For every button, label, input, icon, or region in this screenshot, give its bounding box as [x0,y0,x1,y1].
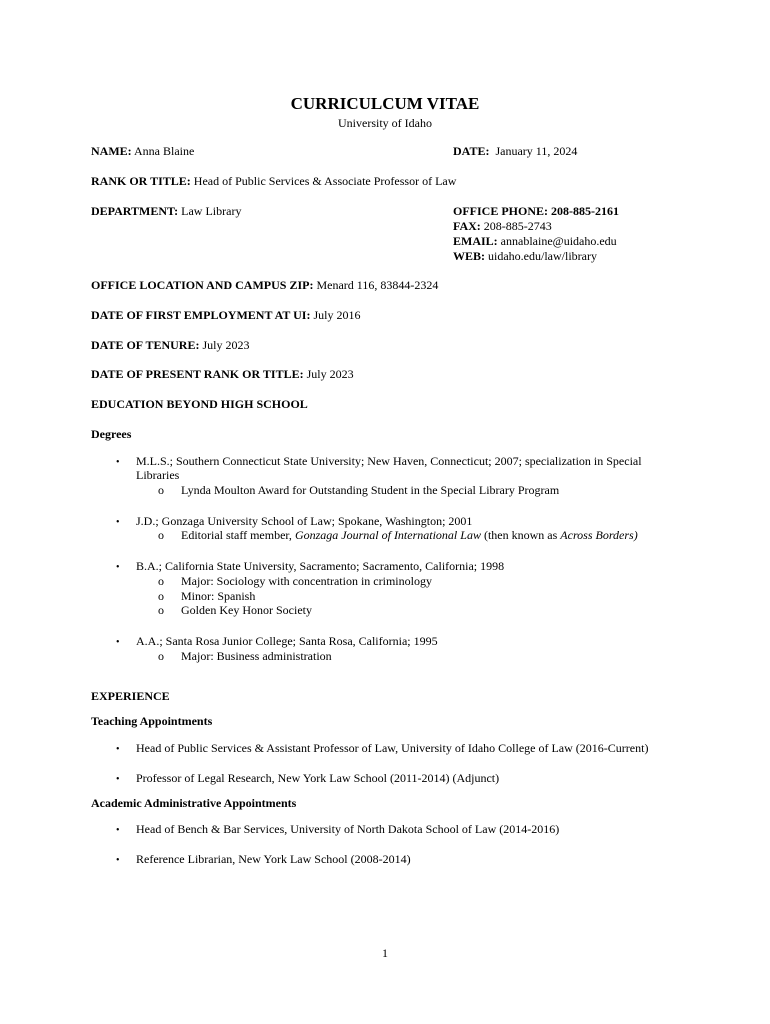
present-rank-line [91,367,354,382]
bullet-icon: • [116,517,120,528]
tenure-label: DATE OF TENURE: [91,338,200,352]
admin-heading: Academic Administrative Appointments [91,796,297,810]
sub-bullet-icon: o [158,589,164,603]
tenure-value: July 2023 [199,338,250,352]
web-line [453,249,597,264]
bullet-icon: • [116,744,120,755]
department-label: DEPARTMENT: [91,204,179,218]
bullet-icon: • [116,457,120,468]
degree-jd: J.D.; Gonzaga University School of Law; Spokane, Washington; 2001 [136,514,473,528]
date-line [453,144,577,159]
first-employment-value: July 2016 [310,308,361,322]
degree-mls-award: Lynda Moulton Award for Outstanding Student in the Special Library Program [181,483,560,497]
degree-ba-minor: Minor: Spanish [181,589,256,603]
present-rank-value: July 2023 [303,367,354,381]
email-value: annablaine@uidaho.edu [497,234,617,248]
office-location-value: Menard 116, 83844-2324 [313,278,439,292]
office-location-label: OFFICE LOCATION AND CAMPUS ZIP: [91,278,314,292]
teaching-heading: Teaching Appointments [91,714,213,728]
sub-bullet-icon: o [158,483,164,497]
admin-item: Head of Bench & Bar Services, University of North Dakota School of Law (2014-2016) [136,822,560,836]
rank-value: Head of Public Services & Associate Professor of Law [190,174,457,188]
admin-item: Reference Librarian, New York Law School (2008-2014) [136,852,411,866]
degree-jd-editorial [181,528,638,543]
phone-line [453,204,619,219]
bullet-icon: • [116,637,120,648]
bullet-icon: • [116,855,120,866]
sub-bullet-icon: o [158,574,164,588]
degrees-heading: Degrees [91,427,132,441]
email-line [453,234,617,249]
editorial-prefix: Editorial staff member, [181,528,295,542]
department-value: Law Library [178,204,242,218]
bullet-icon: • [116,774,120,785]
page-number: 1 [382,946,388,960]
document-title: CURRICULCUM VITAE [290,94,480,113]
rank-line [91,174,456,189]
tenure-line [91,338,249,353]
date-label: DATE: [453,144,490,158]
degree-mls-continued: Libraries [136,468,180,482]
editorial-middle: (then known as [480,528,561,542]
degree-aa: A.A.; Santa Rosa Junior College; Santa Rosa, California; 1995 [136,634,438,648]
journal-name: Gonzaga Journal of International Law [294,528,481,542]
sub-bullet-icon: o [158,603,164,617]
phone-value: 208-885-2161 [548,204,619,218]
fax-line [453,219,552,234]
email-label: EMAIL: [453,234,498,248]
name-line [91,144,194,159]
web-label: WEB: [453,249,486,263]
fax-value: 208-885-2743 [480,219,552,233]
phone-label: OFFICE PHONE: [453,204,548,218]
degree-ba-major: Major: Sociology with concentration in criminology [181,574,432,588]
web-value: uidaho.edu/law/library [485,249,597,263]
date-value: January 11, 2024 [489,144,578,158]
degree-ba-honor: Golden Key Honor Society [181,603,312,617]
present-rank-label: DATE OF PRESENT RANK OR TITLE: [91,367,304,381]
fax-label: FAX: [453,219,481,233]
document-subtitle: University of Idaho [338,116,432,130]
sub-bullet-icon: o [158,649,164,663]
rank-label: RANK OR TITLE: [91,174,191,188]
education-heading: EDUCATION BEYOND HIGH SCHOOL [91,397,308,411]
teaching-item: Professor of Legal Research, New York Law School (2011-2014) (Adjunct) [136,771,500,785]
office-location-line [91,278,438,293]
name-value: Anna Blaine [131,144,195,158]
degree-ba: B.A.; California State University, Sacramento; Sacramento, California; 1998 [136,559,505,573]
bullet-icon: • [116,825,120,836]
teaching-item: Head of Public Services & Assistant Professor of Law, University of Idaho College of Law (2016-Current) [136,741,649,755]
department-line [91,204,241,219]
name-label: NAME: [91,144,132,158]
first-employment-line [91,308,361,323]
degree-aa-major: Major: Business administration [181,649,332,663]
degree-mls: M.L.S.; Southern Connecticut State University; New Haven, Connecticut; 2007; specialization in Special [136,454,642,468]
former-journal-name: Across Borders) [560,528,638,542]
sub-bullet-icon: o [158,528,164,542]
first-employment-label: DATE OF FIRST EMPLOYMENT AT UI: [91,308,311,322]
experience-heading: EXPERIENCE [91,689,170,703]
bullet-icon: • [116,562,120,573]
